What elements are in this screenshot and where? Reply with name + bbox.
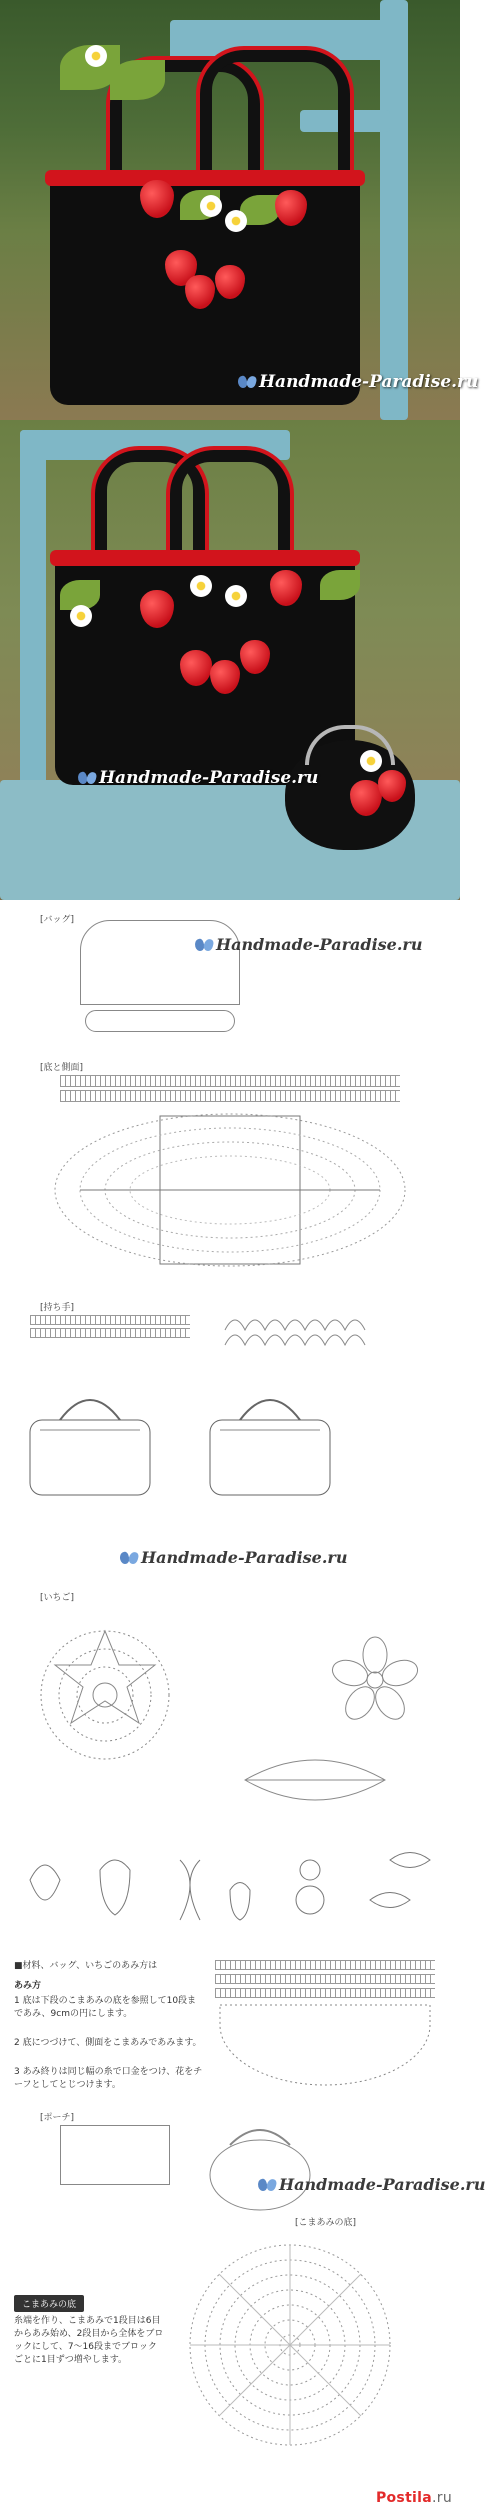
butterfly-icon <box>120 1552 138 1566</box>
watermark: Handmade-Paradise.ru <box>195 935 422 954</box>
materials-note: ■材料、バッグ、いちごのあみ方は <box>14 1961 158 1971</box>
round-bottom-chart <box>185 2235 395 2455</box>
flower <box>85 45 107 67</box>
pouch-bottom-chart <box>215 2000 435 2090</box>
komaami-bottom-heading: こまあみの底 <box>14 2295 84 2312</box>
flower <box>225 210 247 232</box>
leaf <box>320 570 360 600</box>
how-to-step-1: 1 底は下段のこまあみの底を参照して10段まであみ、9cmの円にします。 <box>14 1996 197 2019</box>
butterfly-icon <box>78 772 96 786</box>
bag-outline-front <box>20 1380 160 1500</box>
handle-stitch-strip <box>30 1328 190 1338</box>
flower <box>70 605 92 627</box>
leaf-motif-chart <box>240 1750 390 1810</box>
bag-photo-2 <box>0 420 460 900</box>
side-stitch-row <box>60 1090 400 1102</box>
pouch-side-stitch-row <box>215 1960 435 1970</box>
butterfly-icon <box>238 376 256 390</box>
bottom-side-label: [底と側面] <box>40 1063 84 1073</box>
strawberry-motif-chart <box>15 1605 195 1785</box>
flower <box>360 750 382 772</box>
watermark: Handmade-Paradise.ru <box>258 2175 485 2194</box>
pouch-label: [ポーチ] <box>40 2113 75 2123</box>
handle-edging-chart <box>220 1300 380 1360</box>
butterfly-icon <box>258 2179 276 2193</box>
bag-rim <box>50 550 360 566</box>
postila-brand: Postila <box>375 2490 433 2506</box>
flower <box>190 575 212 597</box>
flower <box>200 195 222 217</box>
watermark: Handmade-Paradise.ru <box>238 372 478 392</box>
pouch-side-stitch-row <box>215 1988 435 1998</box>
handle-label: [持ち手] <box>40 1303 75 1313</box>
how-to-step-3: 3 あみ終りは同じ幅の糸で口金をつけ、花をチーフとしてとじつけます。 <box>14 2067 203 2090</box>
side-stitch-row <box>60 1075 400 1087</box>
komaami-bottom-description: 糸端を作り、こまあみで1段目は6目からあみ始め、2段目から全体をブロックにして、7〜16段までブロックごとに1目ずつ増やします。 <box>14 2316 164 2365</box>
crochet-diagrams <box>0 900 485 2512</box>
how-to-step-2: 2 底につづけて、側面をこまあみであみます。 <box>14 2038 202 2048</box>
postila-tld: .ru <box>432 2490 452 2506</box>
strawberry-label: [いちご] <box>40 1593 75 1603</box>
bag-outline-back <box>200 1380 340 1500</box>
watermark: Handmade-Paradise.ru <box>78 768 318 788</box>
how-to-heading: あみ方 <box>14 1981 42 1991</box>
footer-bar <box>0 2488 460 2512</box>
pouch-side-stitch-row <box>215 1974 435 1984</box>
watermark: Handmade-Paradise.ru <box>120 1548 347 1567</box>
flower <box>225 585 247 607</box>
bag-schematic <box>80 920 240 1005</box>
postila-logo[interactable] <box>376 2490 452 2506</box>
chair-post <box>380 0 408 420</box>
flower-motif-chart <box>330 1635 420 1725</box>
bag-photo-1 <box>0 0 479 420</box>
bag-rim <box>45 170 365 186</box>
assembly-steps-drawing <box>10 1830 450 1940</box>
leaf <box>110 60 165 100</box>
bag-label: [バッグ] <box>40 915 75 925</box>
bottom-oval-chart <box>50 1110 410 1270</box>
pouch-schematic <box>60 2125 170 2185</box>
butterfly-icon <box>195 939 213 953</box>
handle-stitch-strip <box>30 1315 190 1325</box>
bag-bottom-schematic <box>85 1010 235 1032</box>
pouch-bottom-label: [こまあみの底] <box>295 2218 357 2228</box>
pouch-drawing <box>200 2115 320 2215</box>
